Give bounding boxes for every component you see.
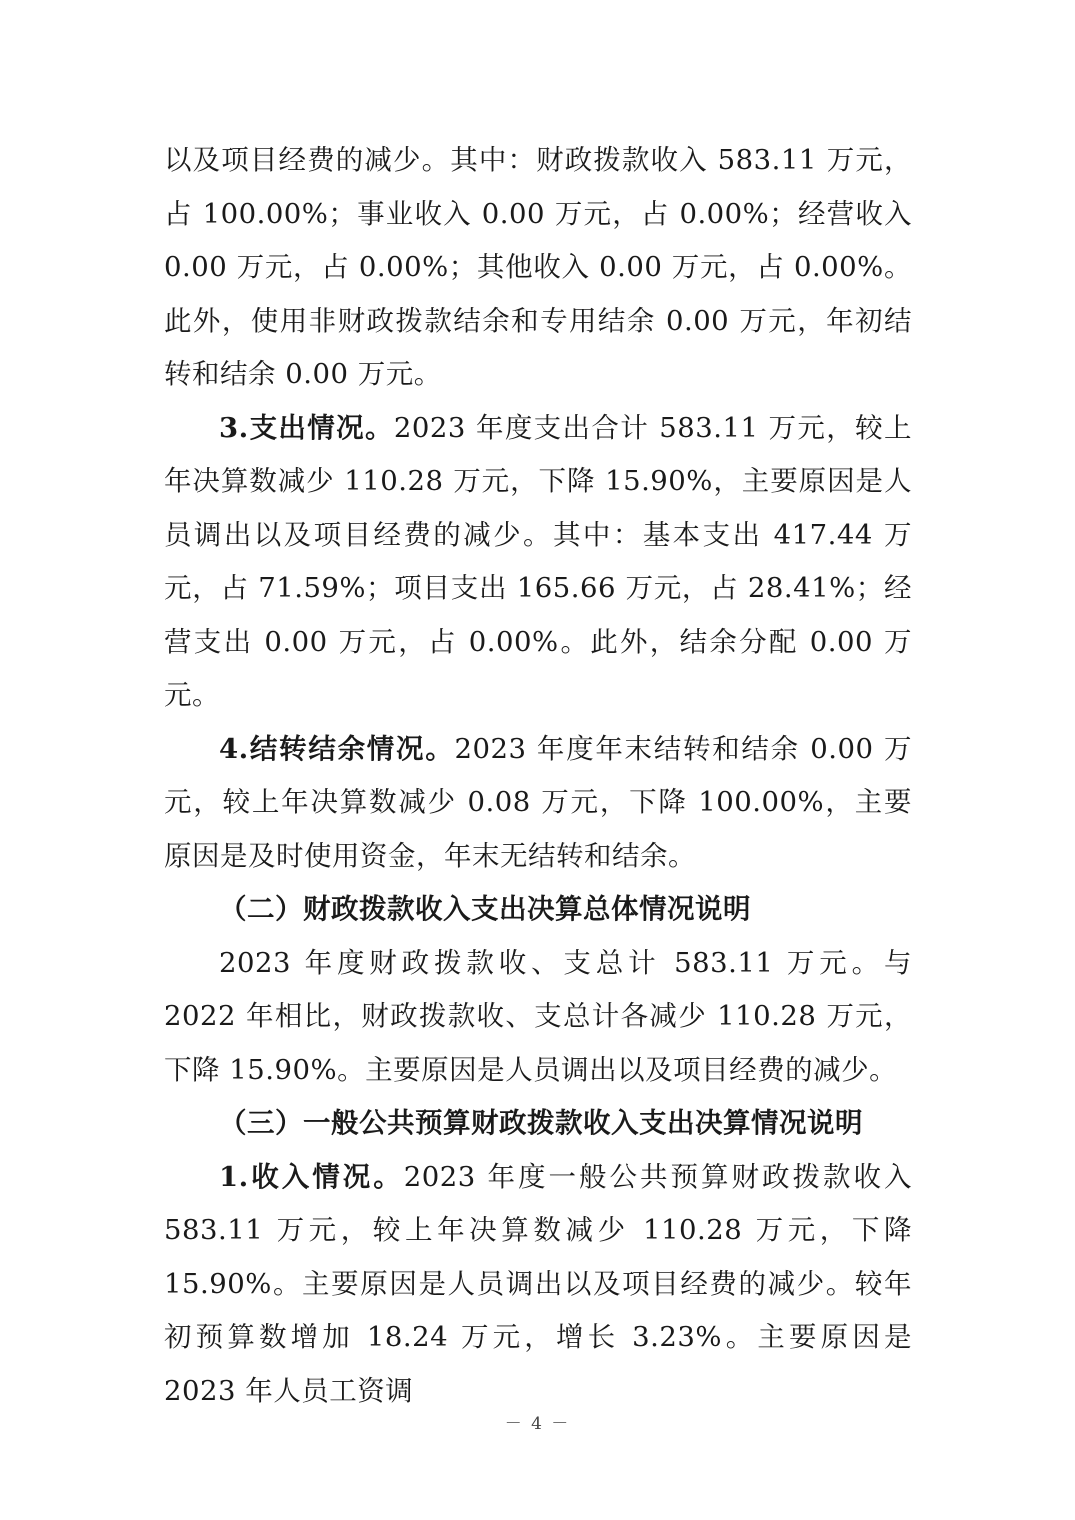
page-number: － 4 －: [504, 1414, 571, 1434]
section-heading-fiscal-overview: （二）财政拨款收入支出决算总体情况说明: [219, 893, 751, 925]
paragraph-lead-carryover: 4.结转结余情况。: [219, 732, 455, 765]
paragraph-text-carryover: 2023 年度年末结转和结余 0.00 万元，较上年决算数减少 0.08 万元，下降 100.00%，主要原因是及时使用资金，年末无结转和结余。: [164, 732, 912, 872]
section-heading-general-budget: （三）一般公共预算财政拨款收入支出决算情况说明: [219, 1107, 863, 1139]
paragraph-general-budget-income: [164, 1151, 912, 1419]
document-body: [164, 134, 912, 1418]
paragraph-lead-income: 1.收入情况。: [219, 1160, 404, 1193]
paragraph-lead-expenditure: 3.支出情况。: [219, 411, 394, 444]
paragraph-text-income: 2023 年度一般公共预算财政拨款收入 583.11 万元，较上年决算数减少 110.28 万元，下降 15.90%。主要原因是人员调出以及项目经费的减少。较年初预算数增加 18.24 万元，增长 3.23%。主要原因是 2023 年人员工资调: [164, 1160, 912, 1407]
paragraph-income-continued: 以及项目经费的减少。其中：财政拨款收入 583.11 万元，占 100.00%；事业收入 0.00 万元，占 0.00%；经营收入 0.00 万元，占 0.00%；其他收入 0.00 万元，占 0.00%。此外，使用非财政拨款结余和专用结余 0.00 万元，年初结转和结余 0.00 万元。: [164, 144, 912, 390]
paragraph-fiscal-overview: 2023 年度财政拨款收、支总计 583.11 万元。与 2022 年相比，财政拨款收、支总计各减少 110.28 万元，下降 15.90%。主要原因是人员调出以及项目经费的减少。: [164, 946, 912, 1086]
paragraph-expenditure: [164, 402, 912, 723]
paragraph-text-expenditure: 2023 年度支出合计 583.11 万元，较上年决算数减少 110.28 万元，下降 15.90%，主要原因是人员调出以及项目经费的减少。其中：基本支出 417.44 万元，占 71.59%；项目支出 165.66 万元，占 28.41%；经营支出 0.00 万元，占 0.00%。此外，结余分配 0.00 万元。: [164, 411, 912, 711]
paragraph-carryover: [164, 723, 912, 884]
